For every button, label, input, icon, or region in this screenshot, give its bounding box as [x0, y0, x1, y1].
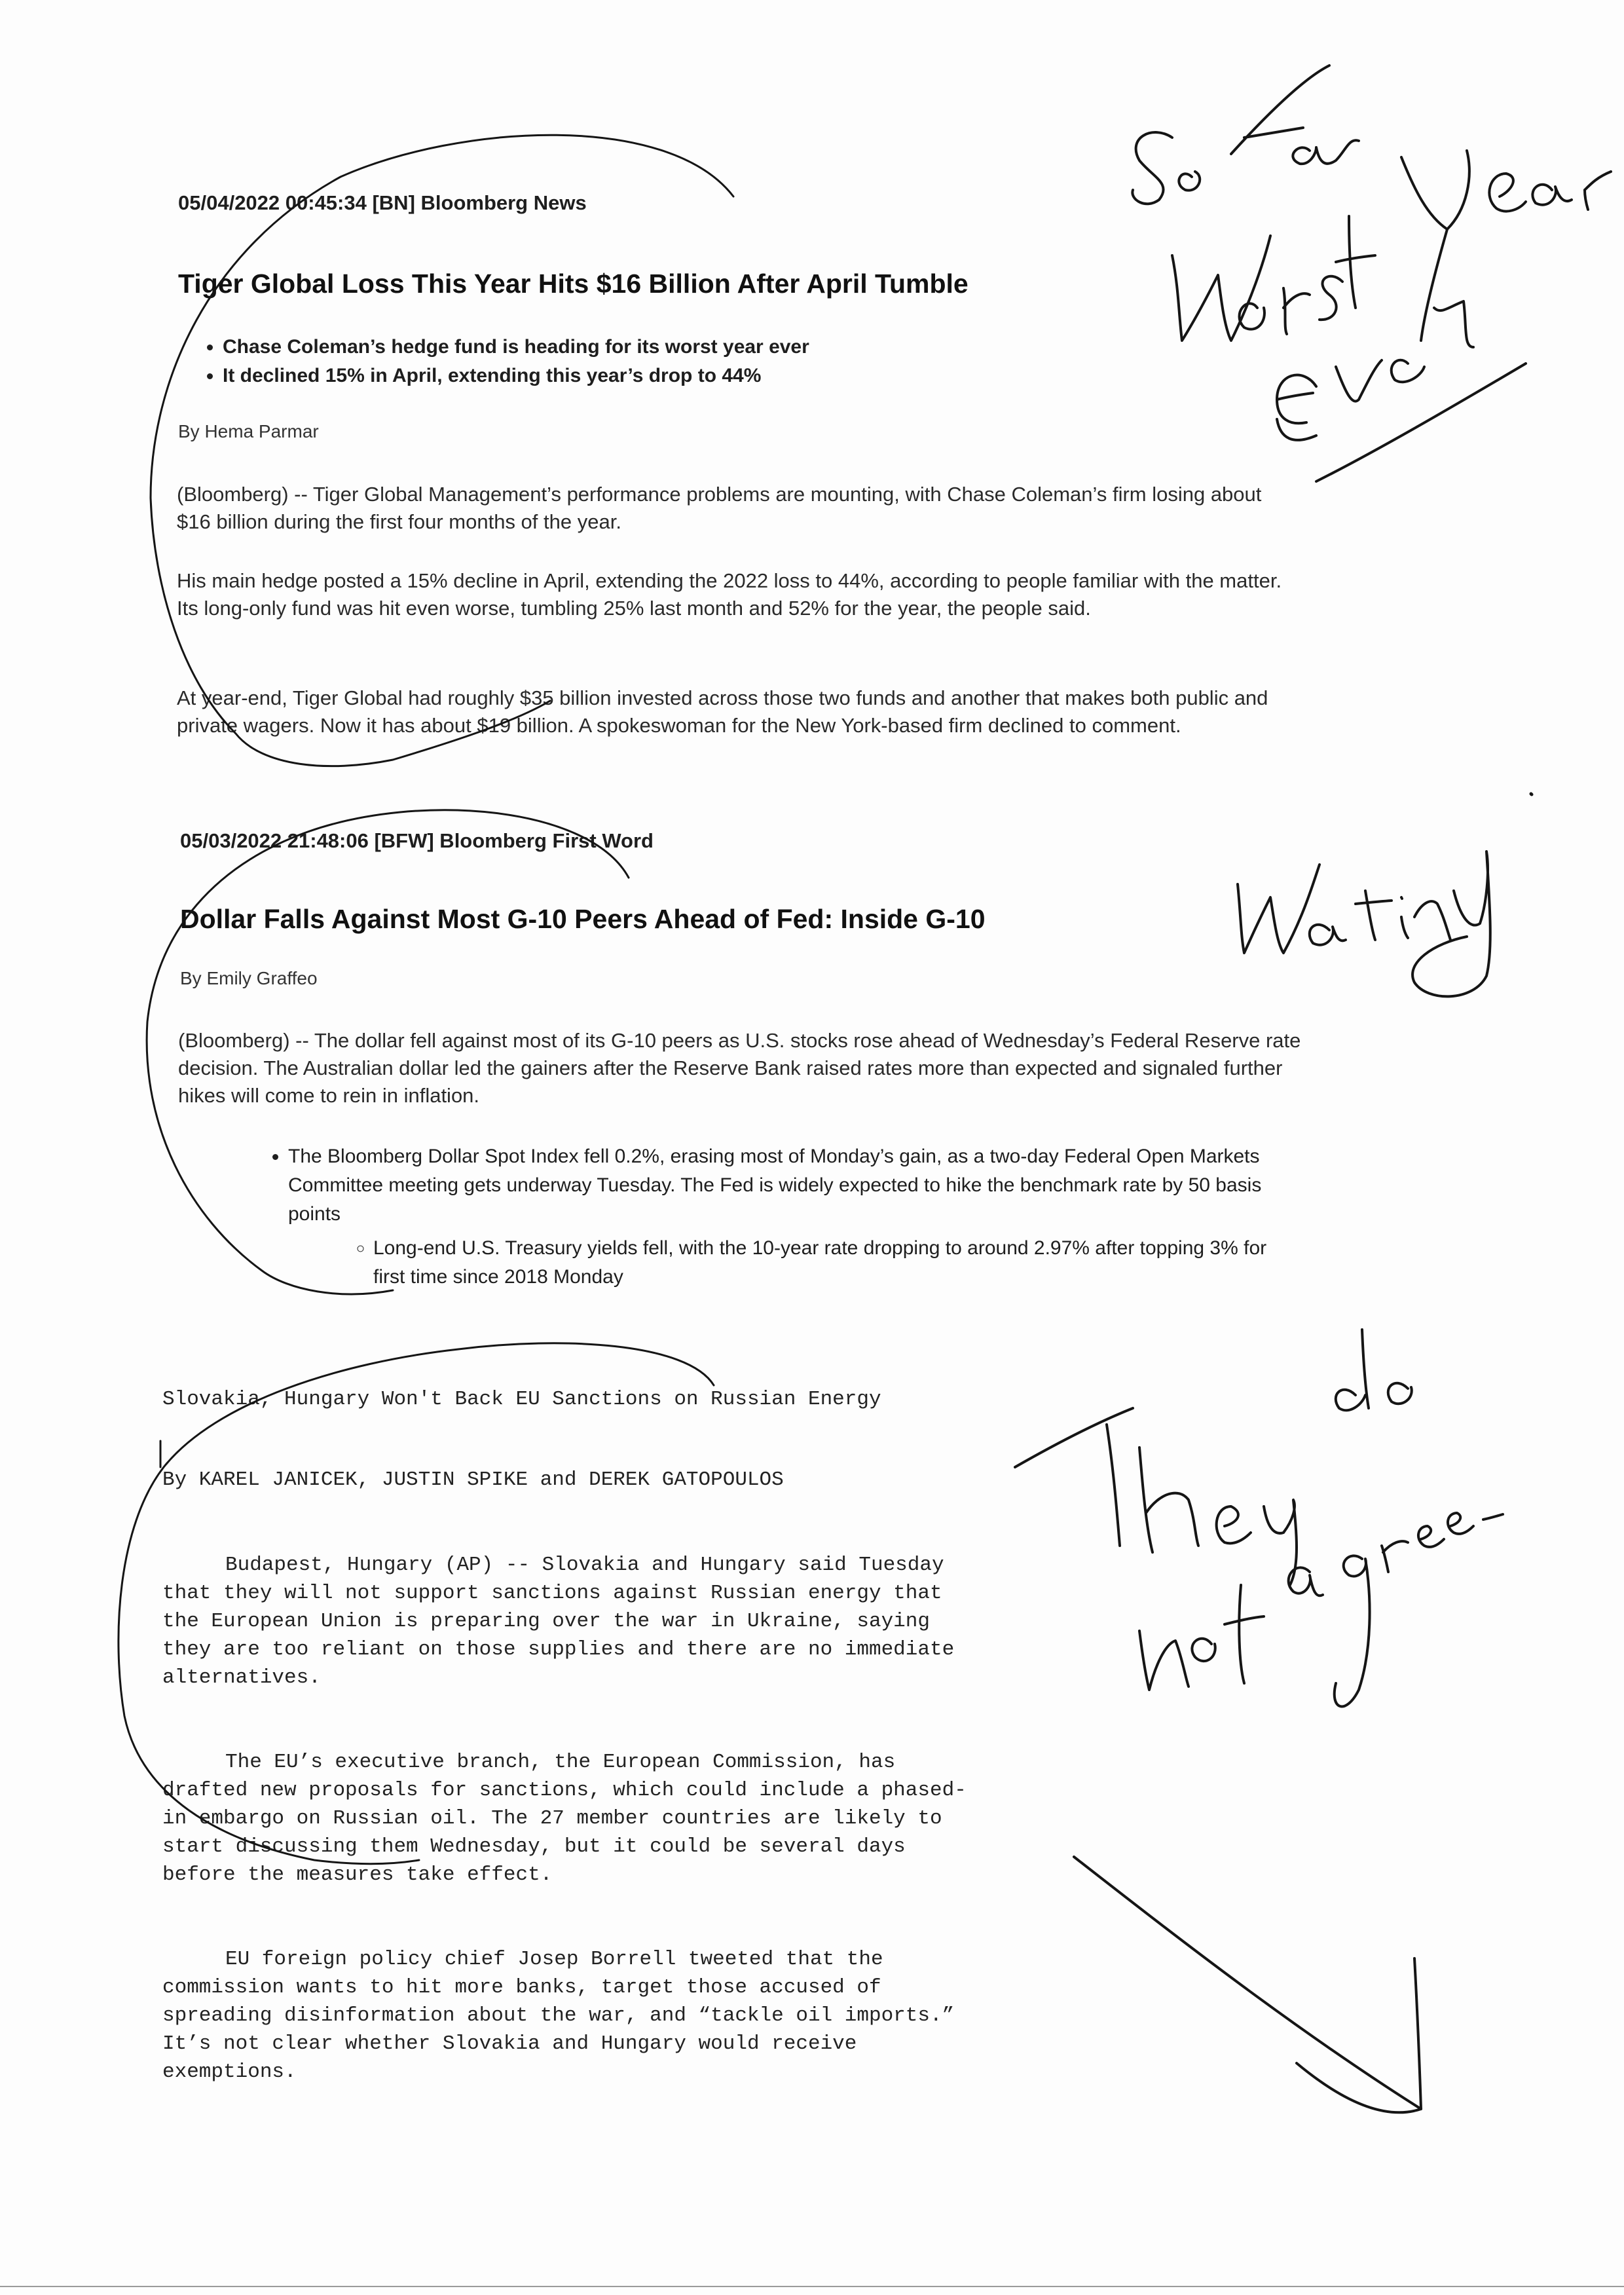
list-item	[288, 1142, 1295, 1292]
ink-ever	[1277, 301, 1473, 440]
article1-paragraph: His main hedge posted a 15% decline in April, extending the 2022 loss to 44%, according to people familiar with the matter. Its long-only fund was hit even worse, tumbling 25% last month and 52% for the year, the people said.	[177, 569, 1282, 620]
article1-meta: 05/04/2022 00:45:34 [BN] Bloomberg News	[178, 191, 587, 214]
ink-curve-1	[151, 135, 733, 766]
article2-paragraph: (Bloomberg) -- The dollar fell against most of its G-10 peers as U.S. stocks rose ahead of Wednesday’s Federal Reserve rate decision. The Australian dollar led the gainers after the Reserve Bank raised rates more than expected and signaled further hikes will come to rein in inflation.	[178, 1029, 1301, 1107]
list-item: • It declined 15% in April, extending this year’s drop to 44%	[223, 362, 1303, 390]
article1-bullets	[190, 333, 1303, 390]
article2-bullets	[261, 1142, 1295, 1292]
article1-headline: Tiger Global Loss This Year Hits $16 Billion After April Tumble	[178, 269, 969, 299]
article3-byline: By KAREL JANICEK, JUSTIN SPIKE and DEREK GATOPOULOS	[162, 1468, 784, 1491]
list-item: ◦ Long-end U.S. Treasury yields fell, with the 10-year rate dropping to around 2.97% after topping 3% for first time since 2018 Monday	[373, 1234, 1295, 1292]
bullet-text: The Bloomberg Dollar Spot Index fell 0.2%, erasing most of Monday’s gain, as a two-day Federal Open Markets Committee meeting gets underway Tuesday. The Fed is widely expected to hike the benchmark rate by 50 basis points	[288, 1146, 1262, 1225]
article3-paragraph: The EU’s executive branch, the European Commission, has drafted new proposals for sanctions, which could include a phased-in embargo on Russian oil. The 27 member countries are likely to start discussing them Wednesday, but it could be several days before the measures take effect.	[162, 1751, 967, 1886]
ink-arrow	[1074, 1857, 1421, 2112]
article3-paragraph: EU foreign policy chief Josep Borrell tweeted that the commission wants to hit more banks, target those accused of spreading disinformation about the war, and “tackle oil imports.” It’s not clear whether Slovakia and Hungary would receive exemptions.	[162, 1948, 967, 2083]
article3-body	[162, 1495, 981, 2114]
ink-so-far	[1132, 65, 1359, 204]
article1-paragraph: (Bloomberg) -- Tiger Global Management’s performance problems are mounting, with Chase Coleman’s firm losing about $16 billion during the first four months of the year.	[177, 483, 1262, 533]
list-item: • Chase Coleman’s hedge fund is heading for its worst year ever	[223, 333, 1303, 362]
article2-headline: Dollar Falls Against Most G-10 Peers Ahead of Fed: Inside G-10	[180, 904, 986, 934]
page-bottom-edge	[0, 2286, 1624, 2287]
article1-byline: By Hema Parmar	[178, 421, 319, 441]
ink-they-do	[1015, 1330, 1412, 1585]
ink-not-agree	[1139, 1513, 1503, 1706]
article1-paragraph: At year-end, Tiger Global had roughly $35 billion invested across those two funds and another that makes both public and private wagers. Now it has about $19 billion. A spokeswoman for the New York-based firm declined to comment.	[177, 686, 1268, 737]
article3-paragraph: Budapest, Hungary (AP) -- Slovakia and Hungary said Tuesday that they will not support sanctions against Russian energy that the European Union is preparing over the war in Ukraine, saying they are too reliant on those supplies and there are no immediate alternatives.	[162, 1554, 967, 1689]
ink-worst-year	[1172, 151, 1611, 341]
ink-waiting	[1238, 851, 1490, 996]
article2-byline: By Emily Graffeo	[180, 968, 318, 988]
ink-underline	[1316, 364, 1526, 481]
article2-meta: 05/03/2022 21:48:06 [BFW] Bloomberg First Word	[180, 829, 654, 852]
article3-headline: Slovakia, Hungary Won't Back EU Sanctions on Russian Energy	[162, 1388, 881, 1411]
